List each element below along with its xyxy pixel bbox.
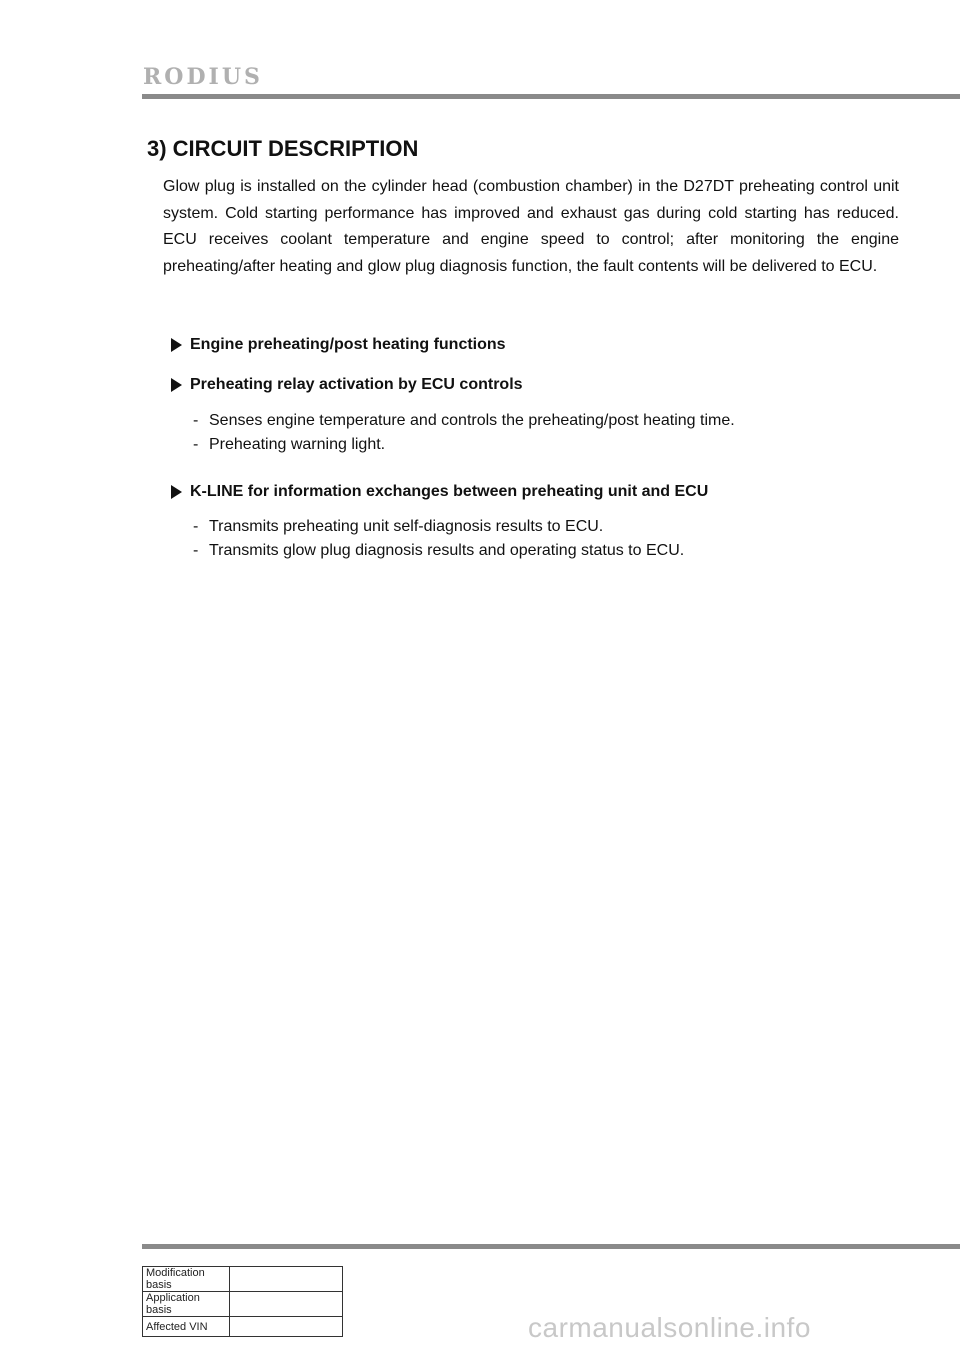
section-title: 3) CIRCUIT DESCRIPTION [147, 136, 419, 161]
list-item [193, 433, 385, 457]
revision-info-table [142, 1266, 343, 1337]
bullet-title: Preheating relay activation by ECU controls [190, 376, 523, 393]
bullet-preheating-relay [171, 376, 523, 394]
table-value [230, 1317, 343, 1337]
footer-divider [142, 1244, 960, 1249]
intro-paragraph: Glow plug is installed on the cylinder head (combustion chamber) in the D27DT preheating control unit system. Cold starting performance has improved and exhaust gas during cold starting has reduced. ECU receives coolant temperature and engine speed to control; after monitoring the engine preheating/after heating and glow plug diagnosis function, the fault contents will be delivered to ECU. [163, 178, 899, 275]
list-item [193, 409, 735, 433]
table-label: Modification basis [143, 1267, 230, 1292]
table-row [143, 1267, 343, 1292]
table-row [143, 1317, 343, 1337]
brand-logo: RODIUS [143, 64, 263, 90]
table-value [230, 1267, 343, 1292]
bullet-k-line [171, 483, 708, 501]
list-item [193, 515, 603, 539]
table-value [230, 1292, 343, 1317]
table-row [143, 1292, 343, 1317]
list-item-text: Transmits glow plug diagnosis results and operating status to ECU. [209, 542, 685, 559]
bullet-title: K-LINE for information exchanges between preheating unit and ECU [190, 483, 709, 500]
triangle-bullet-icon [171, 378, 182, 392]
list-item-text: Transmits preheating unit self-diagnosis results to ECU. [209, 518, 604, 535]
list-item-text: Senses engine temperature and controls the preheating/post heating time. [209, 412, 735, 429]
dash-marker: - [193, 518, 199, 535]
list-item [193, 539, 684, 563]
header-divider [142, 94, 960, 99]
dash-marker: - [193, 436, 199, 453]
list-item-text: Preheating warning light. [209, 436, 386, 453]
watermark: carmanualsonline.info [528, 1312, 811, 1343]
triangle-bullet-icon [171, 338, 182, 352]
table-label: Affected VIN [143, 1317, 230, 1337]
dash-marker: - [193, 412, 199, 429]
bullet-engine-preheating [171, 336, 506, 354]
dash-marker: - [193, 542, 199, 559]
table-label: Application basis [143, 1292, 230, 1317]
bullet-title: Engine preheating/post heating functions [190, 336, 506, 353]
triangle-bullet-icon [171, 485, 182, 499]
